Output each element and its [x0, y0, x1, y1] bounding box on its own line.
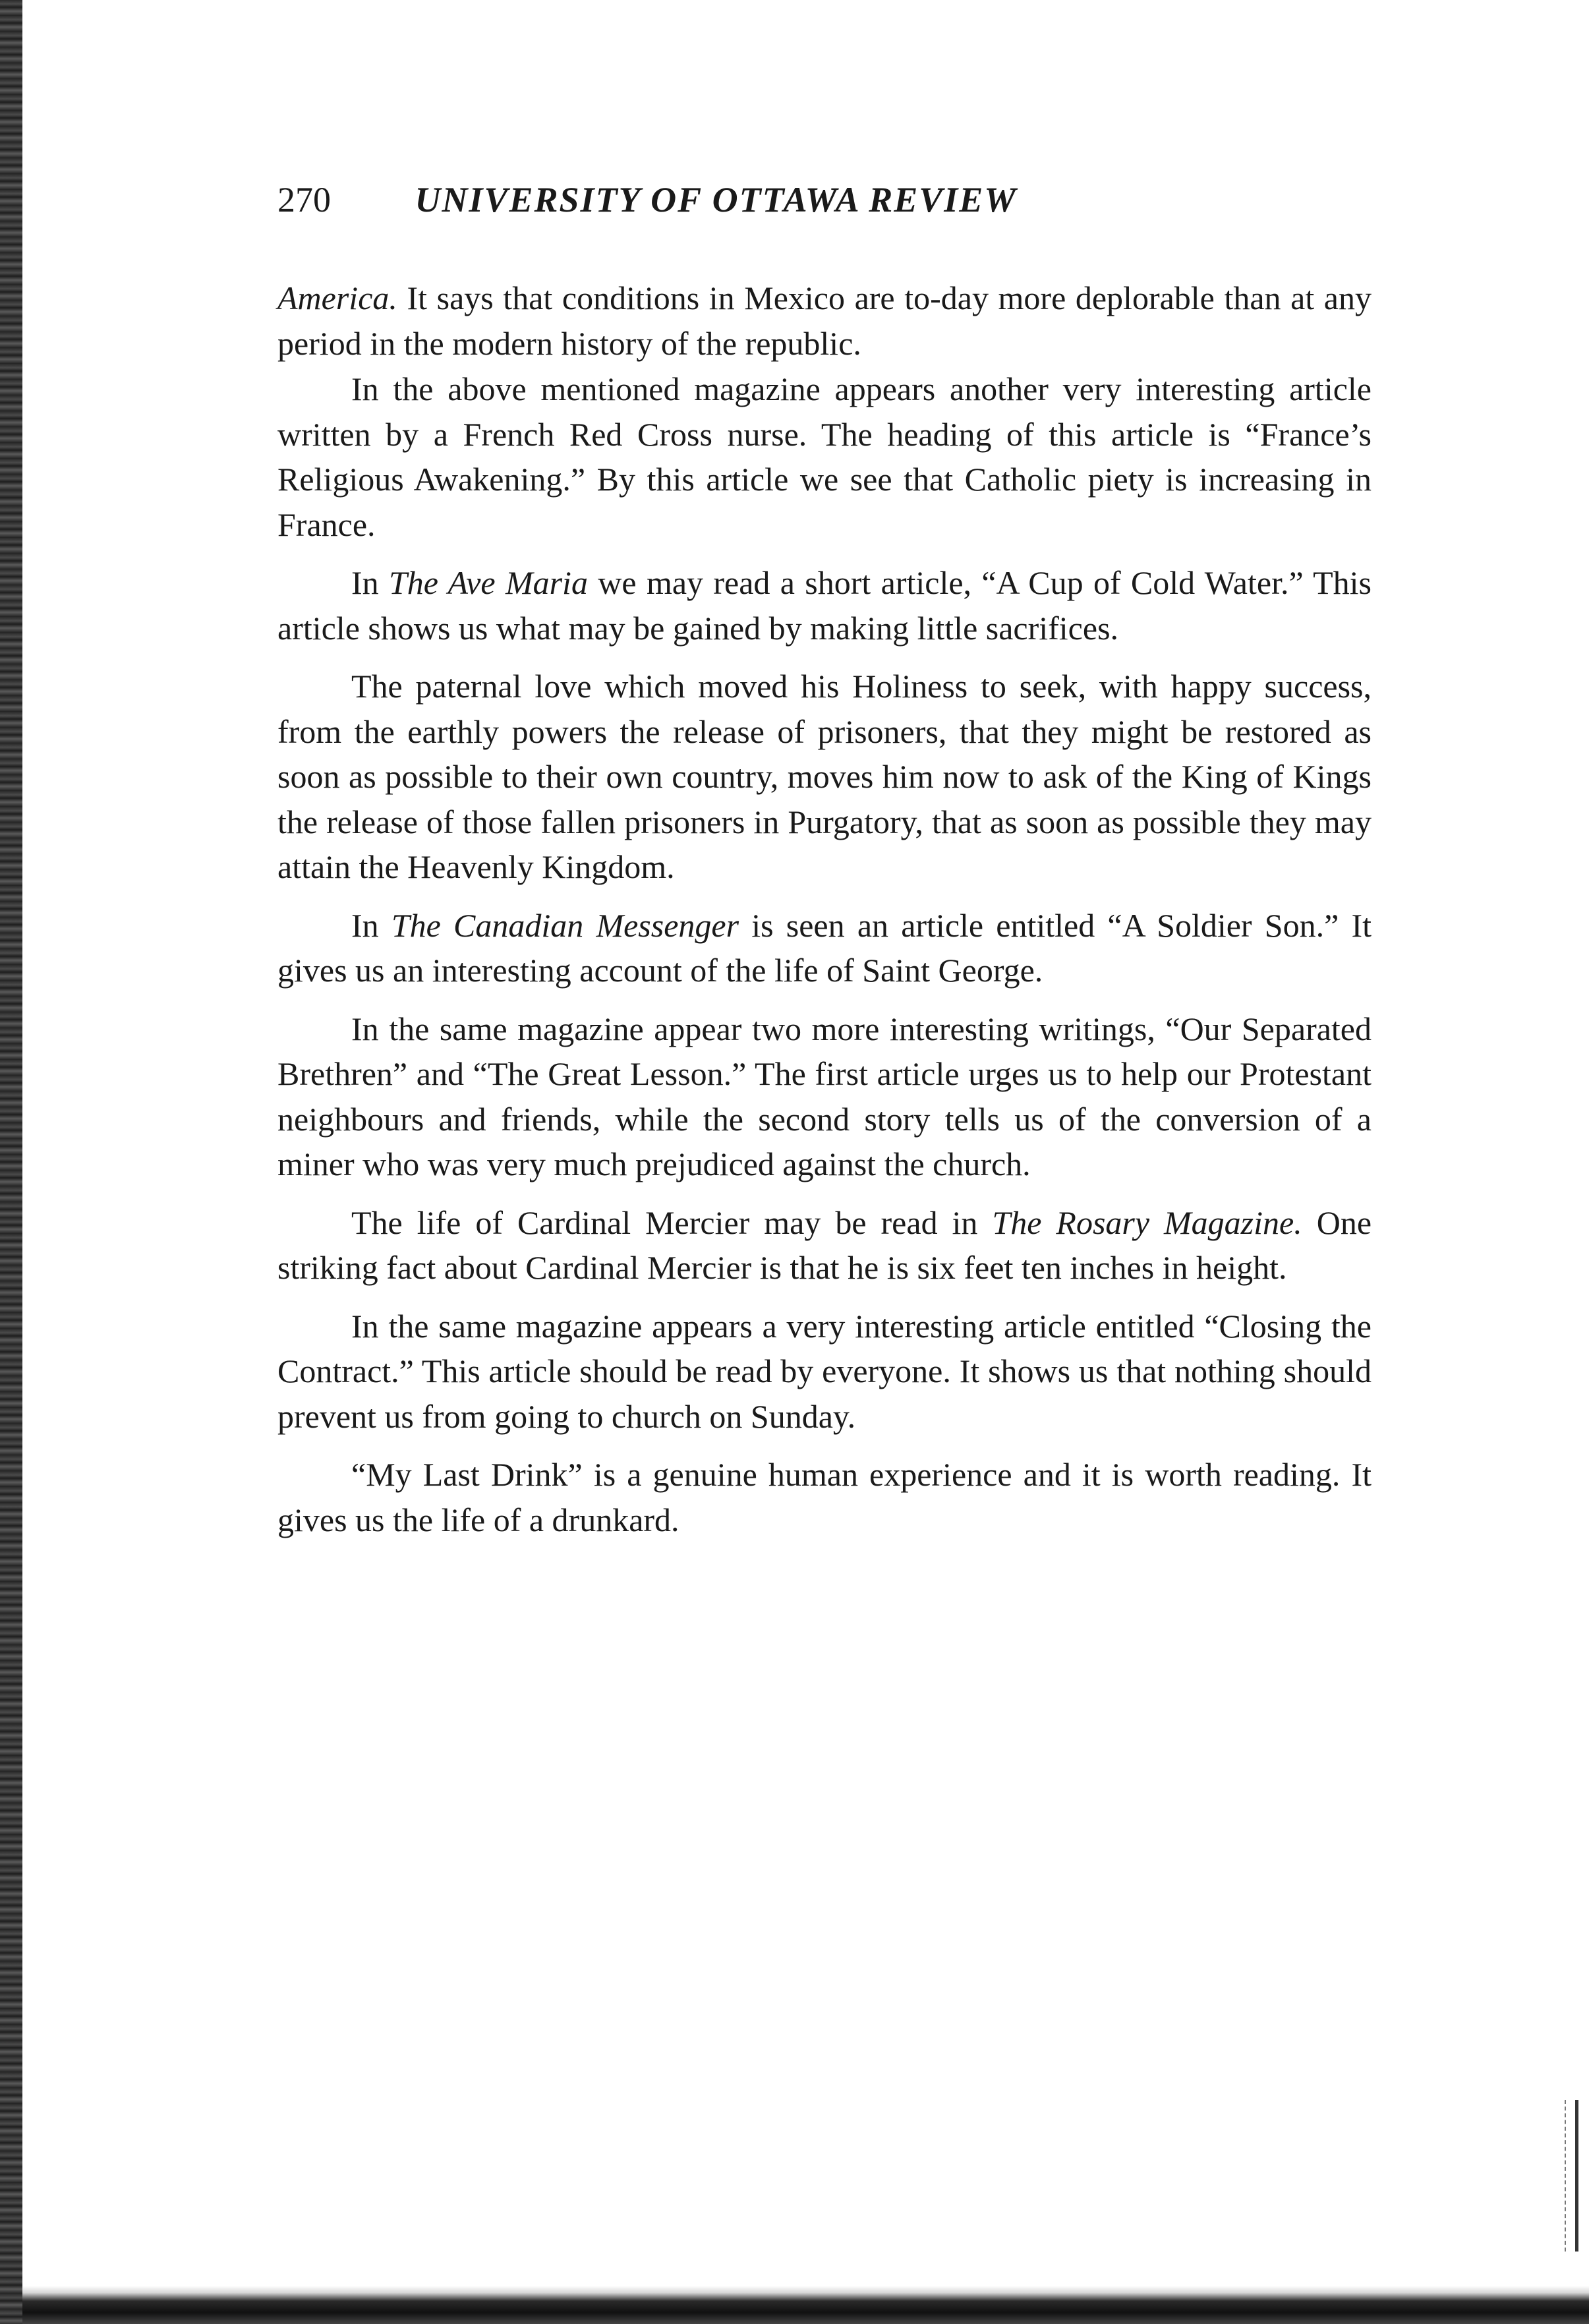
- paragraph-1: [277, 276, 1372, 366]
- paragraph-7: [277, 1200, 1372, 1291]
- paragraph-2-part-1: In the above mentioned magazine appears another very interesting article written by a French Red Cross nurse. The heading of this article is “France’s Religious Awakening.” By this article we see that Catholic piety is increasing in France.: [277, 370, 1372, 543]
- paragraph-8: [277, 1304, 1372, 1439]
- paragraph-3: [277, 560, 1372, 651]
- paragraph-5: [277, 903, 1372, 993]
- paragraph-5-part-2: The Canadian Messenger: [391, 906, 739, 944]
- paragraph-3-part-3: we may read a short article, “A Cup of Cold Water.” This article shows us what may be gained by making little sacrifices.: [277, 564, 1372, 647]
- paragraph-5-part-3: is seen an article entitled “A Soldier Son.” It gives us an interesting account of the life of Saint George.: [277, 906, 1372, 989]
- page-number: 270: [277, 180, 331, 219]
- paragraph-1-part-2: It says that conditions in Mexico are to-day more deplorable than at any period in the modern history of the republic.: [277, 279, 1372, 362]
- paragraph-3-part-1: In: [351, 564, 389, 601]
- running-title: UNIVERSITY OF OTTAWA REVIEW: [415, 180, 1018, 219]
- scan-artifact-right: [1565, 2100, 1578, 2251]
- paragraph-9-part-1: “My Last Drink” is a genuine human experience and it is worth reading. It gives us the life of a drunkard.: [277, 1456, 1372, 1538]
- page-header: [277, 177, 1372, 223]
- paragraph-2: [277, 366, 1372, 547]
- paragraph-4-part-1: The paternal love which moved his Holiness to seek, with happy success, from the earthly powers the release of prisoners, that they might be restored as soon as possible to their own country, moves him now to ask of the King of Kings the release of those fallen prisoners in Purgatory, that as soon as possible they may attain the Heavenly Kingdom.: [277, 668, 1372, 885]
- scan-border-bottom: [22, 2286, 1589, 2324]
- paragraph-6: [277, 1006, 1372, 1187]
- paragraph-7-part-3: One striking fact about Cardinal Mercier is that he is six feet ten inches in height.: [277, 1204, 1372, 1286]
- paragraph-1-part-1: America.: [277, 279, 397, 316]
- paragraph-9: [277, 1452, 1372, 1542]
- paragraph-3-part-2: The Ave Maria: [389, 564, 588, 601]
- article-body: [277, 276, 1372, 1542]
- paragraph-7-part-1: The life of Cardinal Mercier may be read in: [351, 1204, 993, 1241]
- paragraph-5-part-1: In: [351, 906, 391, 944]
- paragraph-8-part-1: In the same magazine appears a very interesting article entitled “Closing the Contract.” This article should be read by everyone. It shows us that nothing should prevent us from going to church on Sunday.: [277, 1307, 1372, 1435]
- scan-border-left: [0, 0, 22, 2324]
- paragraph-4: [277, 664, 1372, 890]
- paragraph-6-part-1: In the same magazine appear two more interesting writings, “Our Separated Brethren” and “The Great Lesson.” The first article urges us to help our Protestant neighbours and friends, while the second story tells us of the conversion of a miner who was very much prejudiced against the church.: [277, 1010, 1372, 1182]
- paragraph-7-part-2: The Rosary Magazine.: [992, 1204, 1302, 1241]
